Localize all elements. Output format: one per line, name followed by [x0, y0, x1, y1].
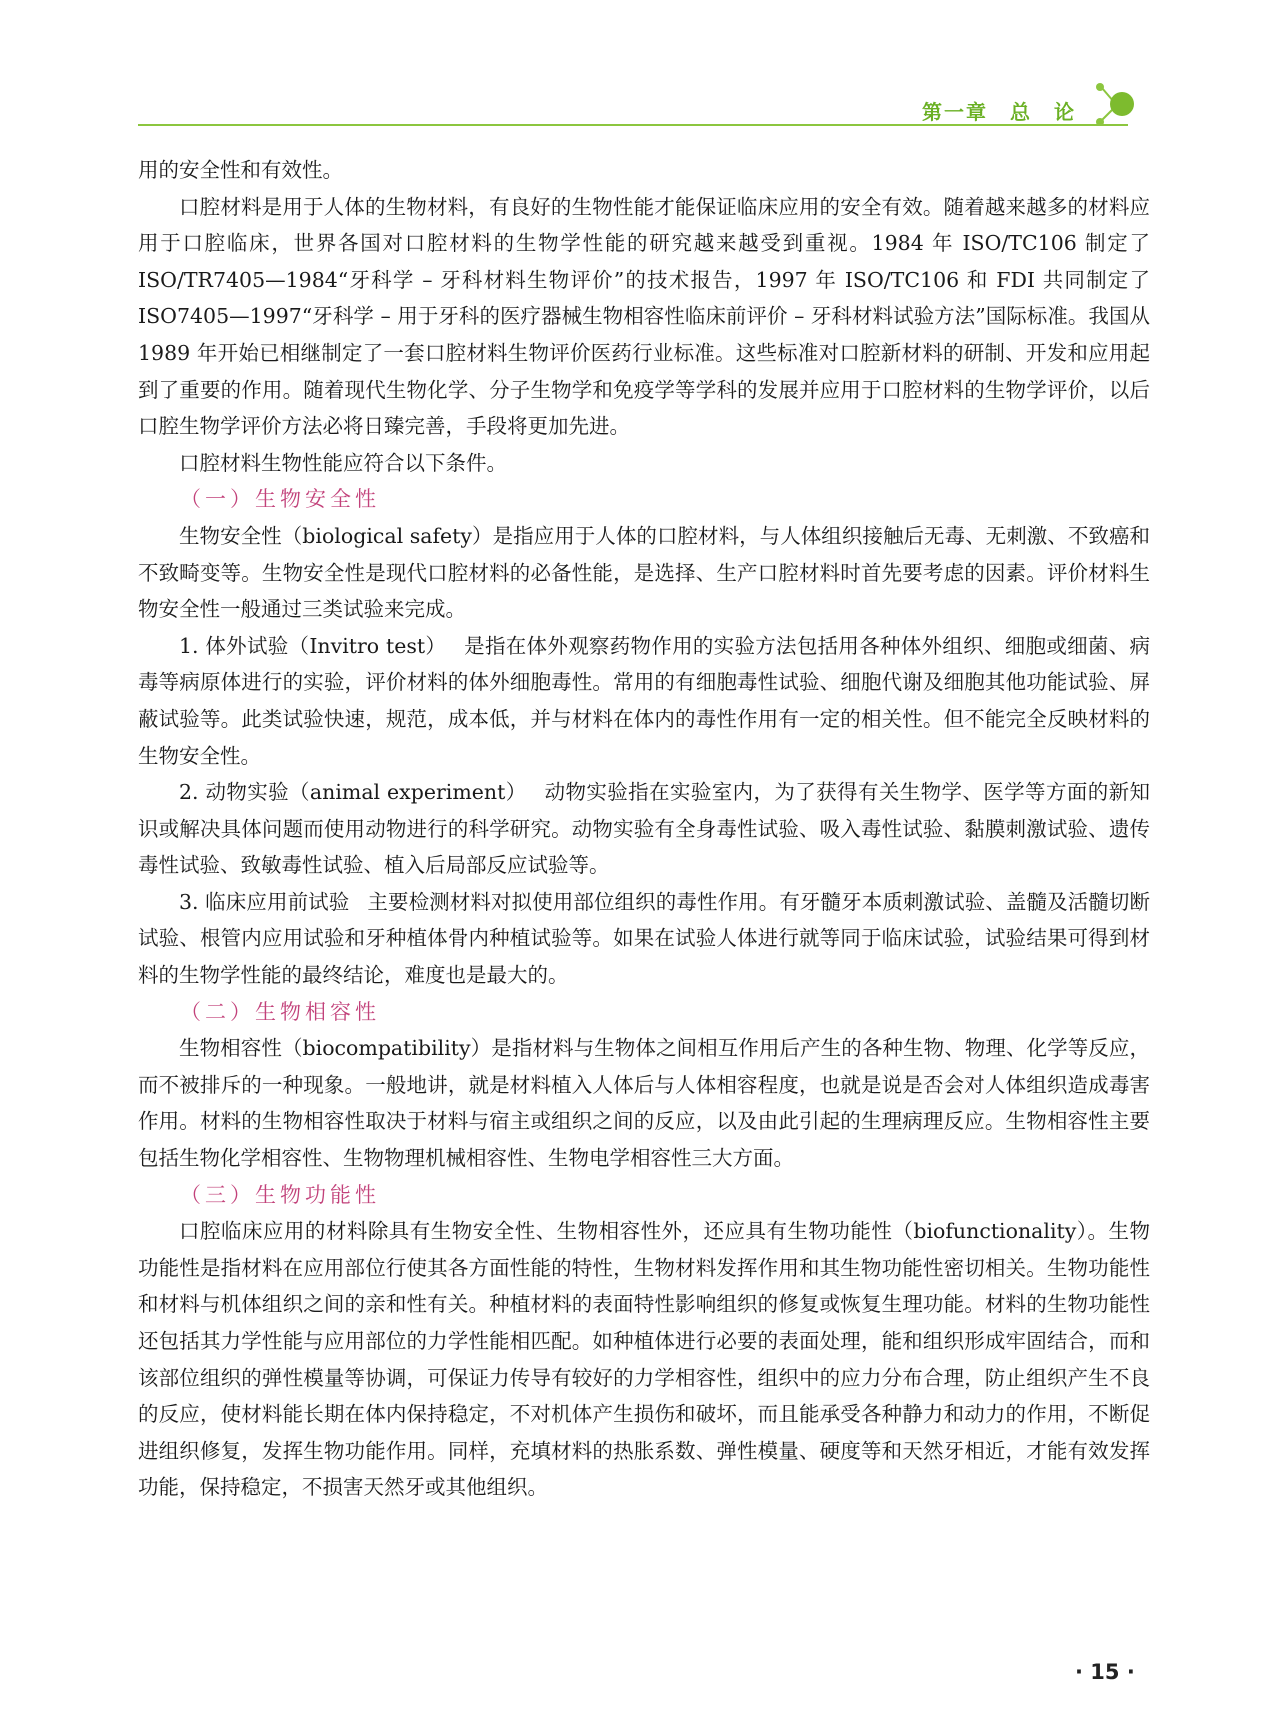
section-heading: （一）生物安全性: [180, 487, 380, 512]
item-lead: 3. 临床应用前试验: [179, 889, 350, 914]
paragraph: 生物安全性（biological safety）是指应用于人体的口腔材料，与人体组织接触后无毒、无刺激、不致癌和不致畸变等。生物安全性是现代口腔材料的必备性能，是选择、生产口腔材料时首先要考虑的因素。评价材料生物安全性一般通过三类试验来完成。: [138, 523, 1150, 622]
section-heading: （三）生物功能性: [180, 1182, 380, 1207]
header-rule: [138, 124, 1128, 126]
paragraph: [138, 884, 1150, 994]
item-lead: 2. 动物实验（animal experiment）: [179, 780, 527, 805]
paragraph: [138, 628, 1150, 774]
paragraph: 口腔临床应用的材料除具有生物安全性、生物相容性外，还应具有生物功能性（biofunctionality）。生物功能性是指材料在应用部位行使其各方面性能的特性，生物材料发挥作用和其生物功能性密切相关。生物功能性和材料与机体组织之间的亲和性有关。种植材料的表面特性影响组织的修复或恢复生理功能。材料的生物功能性还包括其力学性能与应用部位的力学性能相匹配。如种植体进行必要的表面处理，能和组织形成牢固结合，而和该部位组织的弹性模量等协调，可保证力传导有较好的力学相容性，组织中的应力分布合理，防止组织产生不良的反应，使材料能长期在体内保持稳定，不对机体产生损伤和破坏，而且能承受各种静力和动力的作用，不断促进组织修复，发挥生物功能作用。同样，充填材料的热胀系数、弹性模量、硬度等和天然牙相近，才能有效发挥功能，保持稳定，不损害天然牙或其他组织。: [138, 1219, 1150, 1500]
section-heading: （二）生物相容性: [180, 999, 380, 1024]
item-lead: 1. 体外试验（Invitro test）: [179, 633, 447, 658]
page-number: · 15 ·: [1075, 1660, 1135, 1684]
running-header: [138, 88, 1148, 128]
page-body: [138, 152, 1150, 1506]
item-text: 是指在体外观察药物作用的实验方法包括用各种体外组织、细胞或细菌、病毒等病原体进行的实验，评价材料的体外细胞毒性。常用的有细胞毒性试验、细胞代谢及细胞其他功能试验、屏蔽试验等。此类试验快速，规范，成本低，并与材料在体内的毒性作用有一定的相关性。但不能完全反映材料的生物安全性。: [138, 633, 1150, 768]
chapter-title: 第一章 总 论: [922, 100, 1076, 124]
paragraph: 口腔材料生物性能应符合以下条件。: [179, 450, 507, 475]
paragraph: 生物相容性（biocompatibility）是指材料与生物体之间相互作用后产生的各种生物、物理、化学等反应，而不被排斥的一种现象。一般地讲，就是材料植入人体后与人体相容程度，也就是说是否会对人体组织造成毒害作用。材料的生物相容性取决于材料与宿主或组织之间的反应，以及由此引起的生理病理反应。生物相容性主要包括生物化学相容性、生物物理机械相容性、生物电学相容性三大方面。: [138, 1036, 1150, 1171]
item-text: 主要检测材料对拟使用部位组织的毒性作用。有牙髓牙本质刺激试验、盖髓及活髓切断试验、根管内应用试验和牙种植体骨内种植试验等。如果在试验人体进行就等同于临床试验，试验结果可得到材料的生物学性能的最终结论，难度也是最大的。: [138, 889, 1151, 988]
item-text: 动物实验指在实验室内，为了获得有关生物学、医学等方面的新知识或解决具体问题而使用动物进行的科学研究。动物实验有全身毒性试验、吸入毒性试验、黏膜刺激试验、遗传毒性试验、致敏毒性试验、植入后局部反应试验等。: [138, 780, 1150, 878]
paragraph: 口腔材料是用于人体的生物材料，有良好的生物性能才能保证临床应用的安全有效。随着越来越多的材料应用于口腔临床，世界各国对口腔材料的生物学性能的研究越来越受到重视。1984 年 ISO/TC106 制定了 ISO/TR7405—1984“牙科学 – 牙科材料生物评价”的技术报告，1997 年 ISO/TC106 和 FDI 共同制定了 ISO7405—1997“牙科学 – 用于牙科的医疗器械生物相容性临床前评价 – 牙科材料试验方法”国际标准。我国从 1989 年开始已相继制定了一套口腔材料生物评价医药行业标准。这些标准对口腔新材料的研制、开发和应用起到了重要的作用。随着现代生物化学、分子生物学和免疫学等学科的发展并应用于口腔材料的生物学评价，以后口腔生物学评价方法必将日臻完善，手段将更加先进。: [138, 194, 1150, 439]
paragraph: [138, 774, 1150, 884]
paragraph: 用的安全性和有效性。: [138, 158, 343, 182]
